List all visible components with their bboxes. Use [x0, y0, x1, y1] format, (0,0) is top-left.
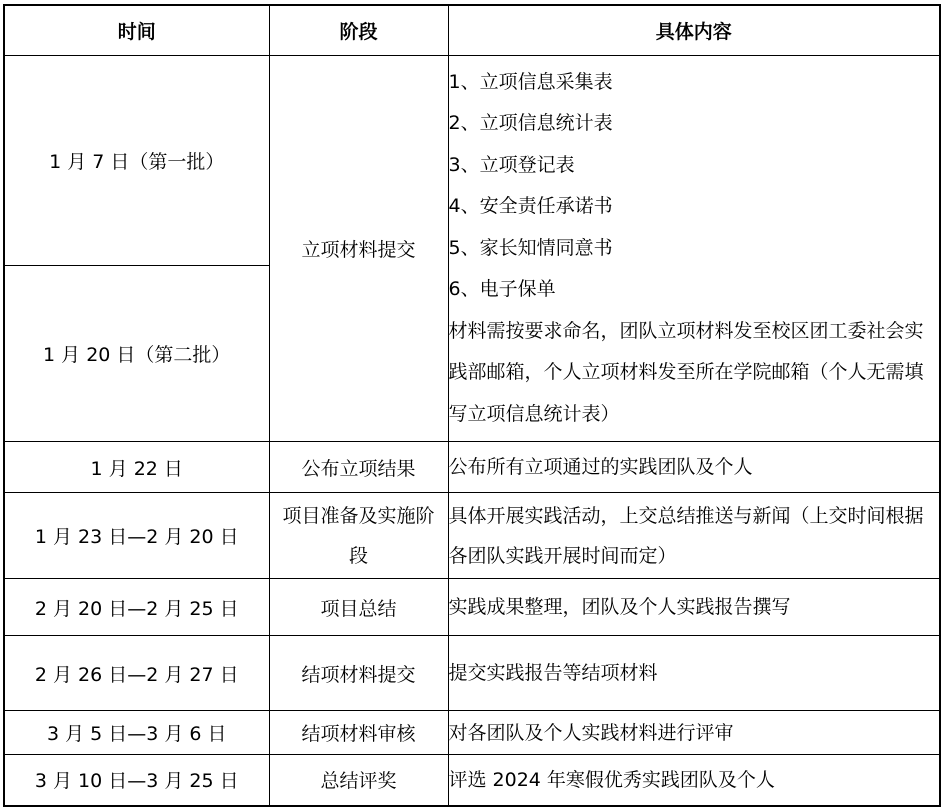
content-cell — [448, 55, 940, 442]
content-cell: 实践成果整理，团队及个人实践报告撰写 — [448, 579, 940, 636]
schedule-table — [3, 4, 941, 807]
time-cell: 1 月 22 日 — [4, 442, 269, 493]
content-cell: 对各团队及个人实践材料进行评审 — [448, 711, 940, 755]
time-cell: 3 月 5 日—3 月 6 日 — [4, 711, 269, 755]
time-cell: 1 月 7 日（第一批） — [4, 55, 269, 266]
header-row — [4, 5, 940, 55]
stage-cell: 立项材料提交 — [269, 55, 448, 442]
table-row — [4, 55, 940, 266]
content-cell: 提交实践报告等结项材料 — [448, 636, 940, 711]
content-cell: 具体开展实践活动，上交总结推送与新闻（上交时间根据各团队实践开展时间而定） — [448, 493, 940, 579]
time-cell: 3 月 10 日—3 月 25 日 — [4, 755, 269, 806]
submission-note: 材料需按要求命名，团队立项材料发至校区团工委社会实践部邮箱，个人立项材料发至所在学院邮箱（个人无需填写立项信息统计表） — [448, 319, 924, 425]
table-row — [4, 442, 940, 493]
list-item: 1、立项信息采集表 — [448, 70, 613, 93]
time-cell: 1 月 23 日—2 月 20 日 — [4, 493, 269, 579]
header-stage: 阶段 — [269, 5, 448, 55]
list-item: 2、立项信息统计表 — [448, 112, 613, 134]
list-item: 5、家长知情同意书 — [448, 236, 613, 259]
time-cell: 2 月 20 日—2 月 25 日 — [4, 579, 269, 636]
stage-cell: 项目总结 — [269, 579, 448, 636]
time-cell: 2 月 26 日—2 月 27 日 — [4, 636, 269, 711]
list-item: 6、电子保单 — [448, 278, 556, 300]
stage-cell: 公布立项结果 — [269, 442, 448, 493]
content-cell: 评选 2024 年寒假优秀实践团队及个人 — [448, 755, 940, 806]
table-row — [4, 711, 940, 755]
list-item: 3、立项登记表 — [448, 153, 575, 176]
stage-cell: 项目准备及实施阶段 — [269, 493, 448, 579]
table-row — [4, 636, 940, 711]
list-item: 4、安全责任承诺书 — [448, 195, 613, 217]
table-row — [4, 755, 940, 806]
stage-cell: 结项材料审核 — [269, 711, 448, 755]
header-content: 具体内容 — [448, 5, 940, 55]
time-cell: 1 月 20 日（第二批） — [4, 266, 269, 442]
header-time: 时间 — [4, 5, 269, 55]
table-row — [4, 579, 940, 636]
content-cell: 公布所有立项通过的实践团队及个人 — [448, 442, 940, 493]
stage-cell: 总结评奖 — [269, 755, 448, 806]
stage-cell: 结项材料提交 — [269, 636, 448, 711]
table-row — [4, 493, 940, 579]
